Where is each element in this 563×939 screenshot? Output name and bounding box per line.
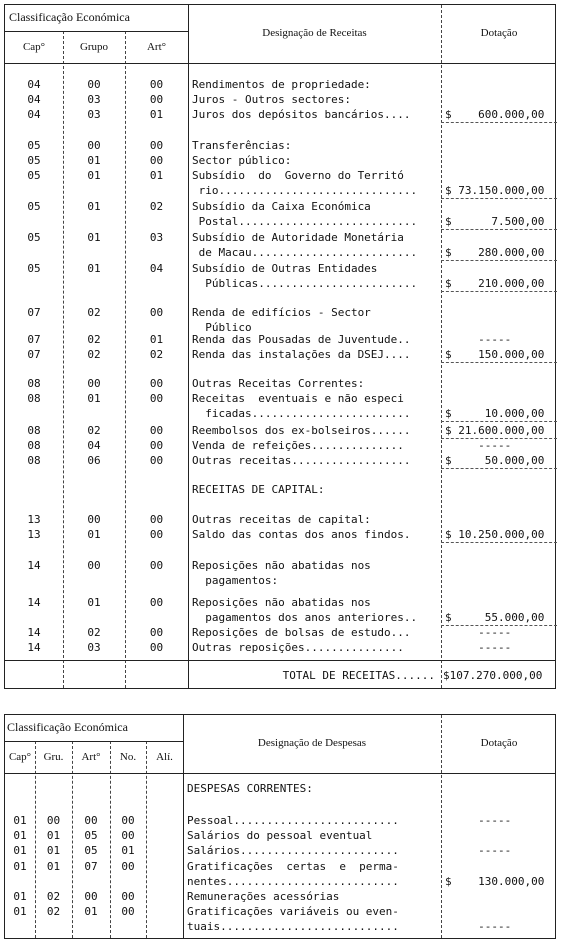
dotacao-cell: $ 21.600.000,00 — [445, 424, 545, 437]
divider — [441, 421, 557, 422]
dotacao-cell: $ 210.000,00 — [445, 277, 545, 290]
art-cell: 00 — [84, 890, 98, 903]
designacao-cell: Subsídio do Governo do Territó — [192, 169, 404, 182]
art-cell: 05 — [84, 844, 98, 857]
dotacao-cell: $ 50.000,00 — [445, 454, 545, 467]
designacao-cell: Outras receitas de capital: — [192, 513, 371, 526]
designacao-cell: Juros - Outros sectores: — [192, 93, 351, 106]
cap-cell: 14 — [27, 559, 41, 572]
no-header: No. — [119, 751, 137, 763]
art-cell: 00 — [149, 439, 164, 452]
grupo-cell: 02 — [87, 626, 101, 639]
dotacao-cell: $ 10.000,00 — [445, 407, 545, 420]
grupo-cell: 03 — [87, 641, 101, 654]
grupo-cell: 02 — [87, 333, 101, 346]
cap-cell: 04 — [27, 108, 41, 121]
designacao-cell: Reembolsos dos ex-bolseiros...... — [192, 424, 411, 437]
cap-cell: 08 — [27, 377, 41, 390]
dotacao-cell: ----- — [445, 641, 512, 654]
cap-cell: 08 — [27, 454, 41, 467]
art-cell: 00 — [149, 306, 164, 319]
cap-cell: 07 — [27, 333, 41, 346]
art-cell: 00 — [149, 154, 164, 167]
cap-cell: 08 — [27, 392, 41, 405]
art-cell: 00 — [149, 139, 164, 152]
divider — [188, 5, 189, 688]
grupo-cell: 00 — [87, 78, 101, 91]
cap-cell: 07 — [27, 306, 41, 319]
designacao-cell: Renda das instalações da DSEJ.... — [192, 348, 411, 361]
gru-cell: 01 — [46, 829, 61, 842]
divider — [441, 362, 557, 363]
designacao-cell: Sector público: — [192, 154, 292, 167]
grupo-cell: 01 — [87, 169, 101, 182]
grupo-cell: 01 — [87, 262, 101, 275]
dotacao-cell: ----- — [445, 626, 512, 639]
grupo-cell: 02 — [87, 424, 101, 437]
cap-cell: 01 — [13, 860, 27, 873]
cap-cell: 08 — [27, 439, 41, 452]
designacao-cell: Subsídio da Caixa Económica — [192, 200, 371, 213]
cap-cell: 04 — [27, 78, 41, 91]
dotacao-cell: $ 280.000,00 — [445, 246, 545, 259]
art-cell: 01 — [149, 108, 164, 121]
gru-cell: 01 — [46, 844, 61, 857]
dotacao-cell: $ 130.000,00 — [445, 875, 545, 888]
classificacao-header: Classificação Económica — [9, 10, 130, 24]
divider — [441, 229, 557, 230]
grupo-cell: 01 — [87, 528, 101, 541]
art-cell: 01 — [84, 905, 98, 918]
divider — [5, 660, 555, 661]
divider — [441, 122, 557, 123]
cap-cell: 05 — [27, 139, 41, 152]
grupo-cell: 02 — [87, 348, 101, 361]
ali-header: Alí. — [156, 751, 173, 763]
art-cell: 05 — [84, 829, 98, 842]
cap-cell: 14 — [27, 641, 41, 654]
grupo-cell: 03 — [87, 93, 101, 106]
cap-cell: 13 — [27, 513, 41, 526]
cap-cell: 04 — [27, 93, 41, 106]
divider — [5, 773, 555, 774]
grupo-cell: 00 — [87, 559, 101, 572]
divider — [441, 291, 557, 292]
designacao-cell: Juros dos depósitos bancários.... — [192, 108, 411, 121]
art-cell: 02 — [149, 348, 164, 361]
cap-cell: 13 — [27, 528, 41, 541]
total-label: TOTAL DE RECEITAS...... — [282, 669, 435, 682]
gru-cell: 01 — [46, 860, 61, 873]
cap-cell: 05 — [27, 231, 41, 244]
art-header: Art° — [146, 41, 167, 53]
designacao-header: Designação de Despesas — [257, 737, 367, 749]
divider — [441, 468, 557, 469]
total-value: $107.270.000,00 — [443, 669, 543, 682]
art-cell: 00 — [149, 559, 164, 572]
designacao-cell: nentes.......................... — [187, 875, 399, 888]
designacao-cell: Reposições não abatidas nos — [192, 596, 371, 609]
art-cell: 00 — [149, 454, 164, 467]
designacao-cell: rio.............................. — [192, 184, 418, 197]
gru-cell: 02 — [46, 905, 61, 918]
dotacao-cell: $ 7.500,00 — [445, 215, 545, 228]
art-cell: 01 — [149, 333, 164, 346]
grupo-cell: 02 — [87, 306, 101, 319]
designacao-cell: Renda de edifícios - Sector — [192, 306, 371, 319]
designacao-cell: Transferências: — [192, 139, 292, 152]
designacao-cell: Venda de refeições.............. — [192, 439, 404, 452]
art-cell: 00 — [149, 93, 164, 106]
dotacao-cell: $ 55.000,00 — [445, 611, 545, 624]
divider — [441, 260, 557, 261]
cap-cell: 14 — [27, 596, 41, 609]
gru-header: Gru. — [43, 751, 64, 763]
cap-header: Cap° — [8, 751, 32, 763]
designacao-cell: Pessoal......................... — [187, 814, 399, 827]
grupo-cell: 01 — [87, 231, 101, 244]
dotacao-cell: ----- — [445, 844, 512, 857]
art-cell: 00 — [149, 528, 164, 541]
art-cell: 00 — [149, 377, 164, 390]
no-cell: 00 — [121, 860, 135, 873]
dotacao-cell: $ 600.000,00 — [445, 108, 545, 121]
designacao-cell: Outras receitas.................. — [192, 454, 411, 467]
cap-cell: 05 — [27, 169, 41, 182]
grupo-cell: 03 — [87, 108, 101, 121]
designacao-cell: Gratificações certas e perma- — [187, 860, 399, 873]
no-cell: 01 — [121, 844, 135, 857]
designacao-cell: Outras reposições............... — [192, 641, 404, 654]
cap-cell: 07 — [27, 348, 41, 361]
art-cell: 00 — [149, 78, 164, 91]
gru-cell: 02 — [46, 890, 61, 903]
art-cell: 00 — [149, 424, 164, 437]
art-cell: 00 — [149, 641, 164, 654]
art-cell: 04 — [149, 262, 164, 275]
divider — [441, 198, 557, 199]
art-cell: 07 — [84, 860, 98, 873]
designacao-cell: Rendimentos de propriedade: — [192, 78, 371, 91]
divider — [441, 542, 557, 543]
cap-cell: 08 — [27, 424, 41, 437]
grupo-cell: 01 — [87, 596, 101, 609]
designacao-cell: Salários........................ — [187, 844, 399, 857]
art-cell: 00 — [149, 392, 164, 405]
no-cell: 00 — [121, 905, 135, 918]
grupo-cell: 01 — [87, 154, 101, 167]
divider — [441, 5, 442, 688]
designacao-cell: Gratificações variáveis ou even- — [187, 905, 399, 918]
dotacao-cell: ----- — [445, 920, 512, 933]
designacao-cell: Públicas........................ — [192, 277, 418, 290]
designacao-cell: Receitas eventuais e não especi — [192, 392, 404, 405]
designacao-cell: tuais........................... — [187, 920, 399, 933]
designacao-cell: Reposições de bolsas de estudo... — [192, 626, 411, 639]
designacao-cell: Subsídio de Autoridade Monetária — [192, 231, 404, 244]
art-cell: 00 — [84, 814, 98, 827]
designacao-cell: DESPESAS CORRENTES: — [187, 782, 313, 795]
no-cell: 00 — [121, 890, 135, 903]
designacao-cell: RECEITAS DE CAPITAL: — [192, 483, 325, 496]
divider — [146, 741, 147, 938]
grupo-cell: 06 — [87, 454, 101, 467]
dotacao-header: Dotação — [480, 737, 518, 749]
no-cell: 00 — [121, 814, 135, 827]
art-cell: 02 — [149, 200, 164, 213]
gru-cell: 00 — [46, 814, 61, 827]
cap-cell: 01 — [13, 844, 27, 857]
grupo-cell: 00 — [87, 513, 101, 526]
designacao-cell: Outras Receitas Correntes: — [192, 377, 365, 390]
no-cell: 00 — [121, 829, 135, 842]
art-cell: 00 — [149, 513, 164, 526]
receitas-table — [4, 4, 556, 689]
designacao-cell: Saldo das contas dos anos findos. — [192, 528, 411, 541]
dotacao-header: Dotação — [480, 27, 518, 39]
cap-cell: 14 — [27, 626, 41, 639]
art-cell: 01 — [149, 169, 164, 182]
dotacao-cell: $ 10.250.000,00 — [445, 528, 545, 541]
dotacao-cell: ----- — [445, 814, 512, 827]
designacao-cell: Postal........................... — [192, 215, 418, 228]
cap-cell: 05 — [27, 262, 41, 275]
grupo-header: Grupo — [79, 41, 109, 53]
designacao-cell: ficadas........................ — [192, 407, 411, 420]
grupo-cell: 00 — [87, 377, 101, 390]
art-cell: 00 — [149, 626, 164, 639]
designacao-cell: Remunerações acessórias — [187, 890, 340, 903]
designacao-header: Designação de Receitas — [262, 27, 367, 39]
designacao-cell: de Macau......................... — [192, 246, 418, 259]
designacao-cell: Subsídio de Outras Entidades — [192, 262, 378, 275]
designacao-cell: Público — [192, 321, 252, 334]
dotacao-cell: ----- — [445, 439, 512, 452]
cap-cell: 01 — [13, 829, 27, 842]
dotacao-cell: $ 150.000,00 — [445, 348, 545, 361]
designacao-cell: Reposições não abatidas nos — [192, 559, 371, 572]
art-header: Art° — [81, 751, 101, 763]
dotacao-cell: $ 73.150.000,00 — [445, 184, 545, 197]
cap-cell: 01 — [13, 814, 27, 827]
grupo-cell: 04 — [87, 439, 101, 452]
classificacao-header: Classificação Económica — [7, 720, 128, 734]
cap-cell: 05 — [27, 154, 41, 167]
cap-cell: 05 — [27, 200, 41, 213]
art-cell: 03 — [149, 231, 164, 244]
grupo-cell: 01 — [87, 200, 101, 213]
art-cell: 00 — [149, 596, 164, 609]
divider — [5, 63, 555, 64]
divider — [5, 741, 183, 742]
designacao-cell: Salários do pessoal eventual — [187, 829, 373, 842]
cap-header: Cap° — [22, 41, 46, 53]
cap-cell: 01 — [13, 905, 27, 918]
designacao-cell: Renda das Pousadas de Juventude.. — [192, 333, 411, 346]
grupo-cell: 00 — [87, 139, 101, 152]
grupo-cell: 01 — [87, 392, 101, 405]
dotacao-cell: ----- — [445, 333, 512, 346]
designacao-cell: pagamentos dos anos anteriores.. — [192, 611, 418, 624]
cap-cell: 01 — [13, 890, 27, 903]
despesas-table — [4, 714, 556, 939]
designacao-cell: pagamentos: — [192, 574, 279, 587]
divider — [5, 31, 188, 32]
